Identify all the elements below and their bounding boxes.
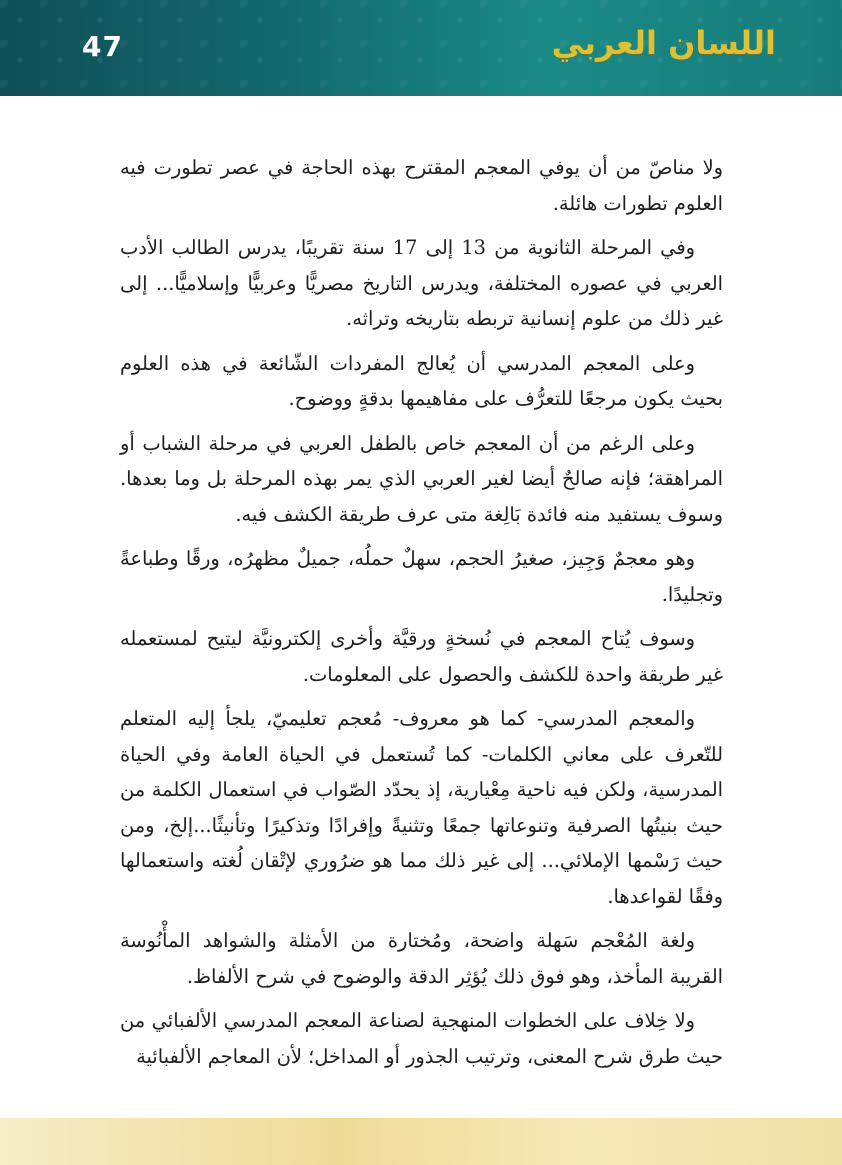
- paragraph: وفي المرحلة الثانوية من 13 إلى 17 سنة تقريبًا، يدرس الطالب الأدب العربي في عصوره المختلفة، ويدرس التاريخ مصريًّا وعربيًّا وإسلاميًّا... إلى غير ذلك من علوم إنسانية تربطه بتاريخه وتراثه.: [120, 236, 723, 330]
- paragraph: وعلى المعجم المدرسي أن يُعالج المفردات الشّائعة في هذه العلوم بحيث يكون مرجعًا للتعرُّف على مفاهيمها بدقةٍ ووضوح.: [120, 351, 723, 410]
- page-footer-band: [0, 1118, 842, 1165]
- page-number: 47: [82, 30, 123, 63]
- paragraph: والمعجم المدرسي- كما هو معروف- مُعجم تعليميّ، يلجأ إليه المتعلم للتّعرف على معاني الكلمات- كما تُستعمل في الحياة العامة وفي الحياة المدرسية، ولكن فيه ناحية مِعْيارية، إذ يحدّد الصّواب في استعمال الكلمة من حيث بنيتُها الصرفية وتنوعاتها جمعًا وتثنيةً وإفرادًا وتذكيرًا وتأنيثًا...إلخ، ومن حيث رَسْمها الإملائي... إلى غير ذلك مما هو ضرُوري لإتْقان لُغته واستعمالها وفقًا لقواعدها.: [120, 707, 723, 908]
- article-body: [120, 150, 723, 1083]
- page-header: [0, 0, 842, 96]
- magazine-logo: اللسان العربي: [551, 24, 776, 62]
- paragraph: وسوف يُتاح المعجم في نُسخةٍ ورقيَّة وأخرى إلكترونيَّة ليتيح لمستعمله غير طريقة واحدة للكشف والحصول على المعلومات.: [120, 627, 723, 686]
- paragraph: وعلى الرغم من أن المعجم خاص بالطفل العربي في مرحلة الشباب أو المراهقة؛ فإنه صالحٌ أيضا لغير العربي الذي يمر بهذه المرحلة بل وما بعدها. وسوف يستفيد منه فائدة بَالِغة متى عرف طريقة الكشف فيه.: [120, 431, 723, 526]
- paragraph: ولا مناصّ من أن يوفي المعجم المقترح بهذه الحاجة في عصر تطورت فيه العلوم تطورات هائلة.: [120, 156, 723, 215]
- paragraph: وهو معجمٌ وَجِيز، صغيرُ الحجم، سهلٌ حملُه، جميلٌ مظهرُه، ورقًا وطباعةً وتجليدًا.: [120, 547, 723, 606]
- paragraph: ولغة المُعْجم سَهلة واضحة، ومُختارة من الأمثلة والشواهد المأْنُوسة القريبة المأخذ، وهو فوق ذلك يُؤثِر الدقة والوضوح في شرح الألفاظ.: [120, 929, 723, 988]
- paragraph: ولا خِلاف على الخطوات المنهجية لصناعة المعجم المدرسي الألفبائي من حيث طرق شرح المعنى، وترتيب الجذور أو المداخل؛ لأن المعاجم الألفبائية: [120, 1009, 723, 1068]
